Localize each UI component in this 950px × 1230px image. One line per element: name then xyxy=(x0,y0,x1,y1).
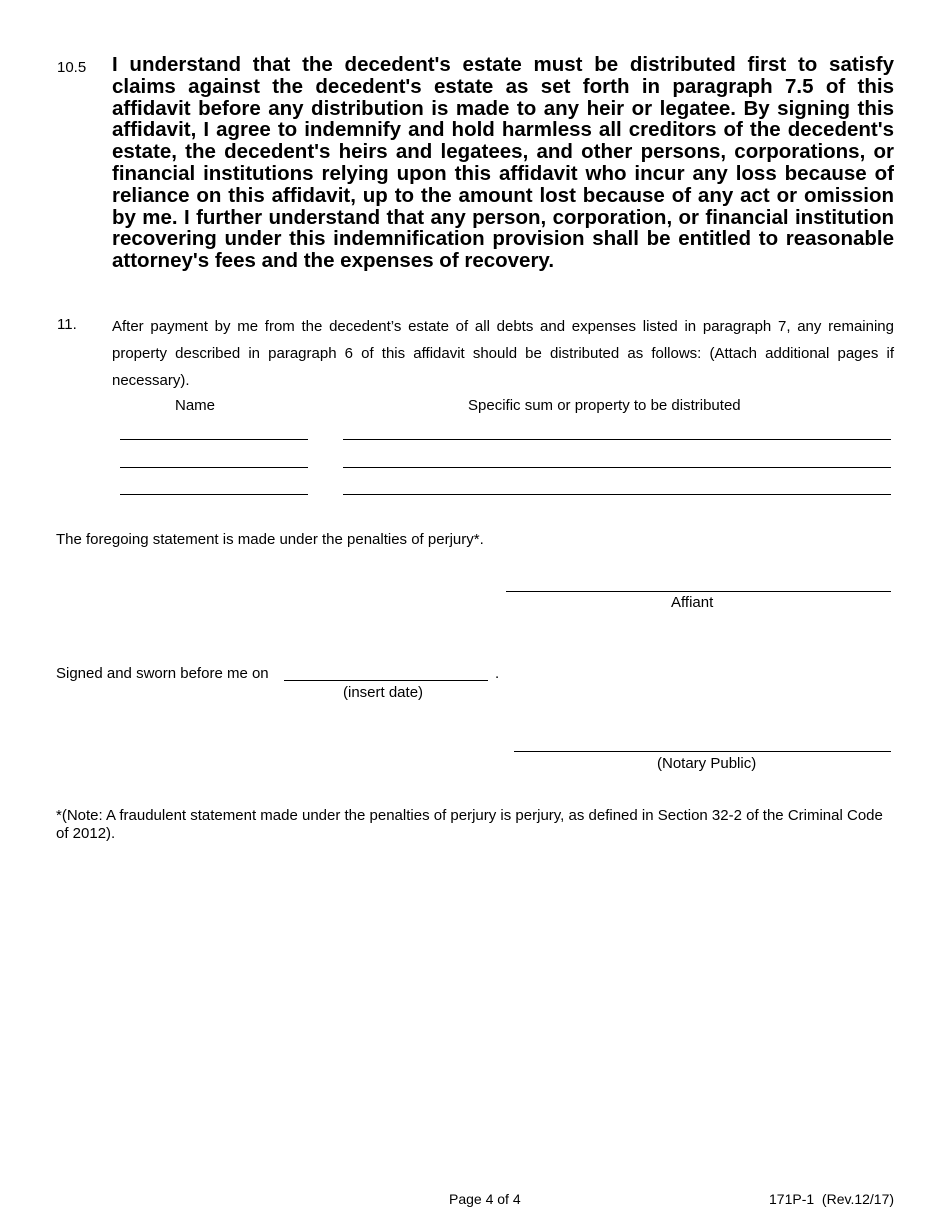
notary-label: (Notary Public) xyxy=(657,755,757,772)
column-header-property: Specific sum or property to be distributed xyxy=(468,397,741,414)
name-line-3[interactable] xyxy=(120,494,308,495)
form-id: 171P-1 (Rev.12/17) xyxy=(769,1191,895,1207)
name-line-1[interactable] xyxy=(120,439,308,440)
affiant-signature-line[interactable] xyxy=(506,591,891,592)
notary-signature-line[interactable] xyxy=(514,751,891,752)
section-10-5-number: 10.5 xyxy=(57,59,87,76)
sworn-date-line[interactable] xyxy=(284,680,488,681)
column-header-name: Name xyxy=(175,397,216,414)
property-line-2[interactable] xyxy=(343,467,891,468)
name-line-2[interactable] xyxy=(120,467,308,468)
footnote: *(Note: A fraudulent statement made under the penalties of perjury is perjury, as defined in Section 32-2 of the Criminal Code of 2012). xyxy=(56,807,883,842)
section-11-number: 11. xyxy=(57,316,77,333)
sworn-period: . xyxy=(495,665,500,682)
perjury-statement: The foregoing statement is made under the penalties of perjury*. xyxy=(56,531,484,548)
affiant-label: Affiant xyxy=(671,594,714,611)
property-line-1[interactable] xyxy=(343,439,891,440)
sworn-text: Signed and sworn before me on xyxy=(56,665,269,682)
insert-date-caption: (insert date) xyxy=(343,684,424,701)
section-10-5-text: I understand that the decedent's estate must be distributed first to satisfy claims against the decedent's estate as set forth in paragraph 7.5 of this affidavit before any distribution is made to any heir or legatee. By signing this affidavit, I agree to indemnify and hold harmless all creditors of the decedent's estate, the decedent's heirs and legatees, and other persons, corporations, or financial institutions relying upon this affidavit who incur any loss because of reliance on this affidavit, up to the amount lost because of any act or omission by me. I further understand that any person, corporation, or financial institution recovering under this indemnification provision shall be entitled to reasonable attorney's fees and the expenses of recovery. xyxy=(112,53,894,273)
property-line-3[interactable] xyxy=(343,494,891,495)
page-number: Page 4 of 4 xyxy=(449,1191,521,1207)
section-11-text: After payment by me from the decedent’s estate of all debts and expenses listed in paragraph 7, any remaining property described in paragraph 6 of this affidavit should be distributed as follows: (Attach additional pages if necessary). xyxy=(112,318,894,389)
